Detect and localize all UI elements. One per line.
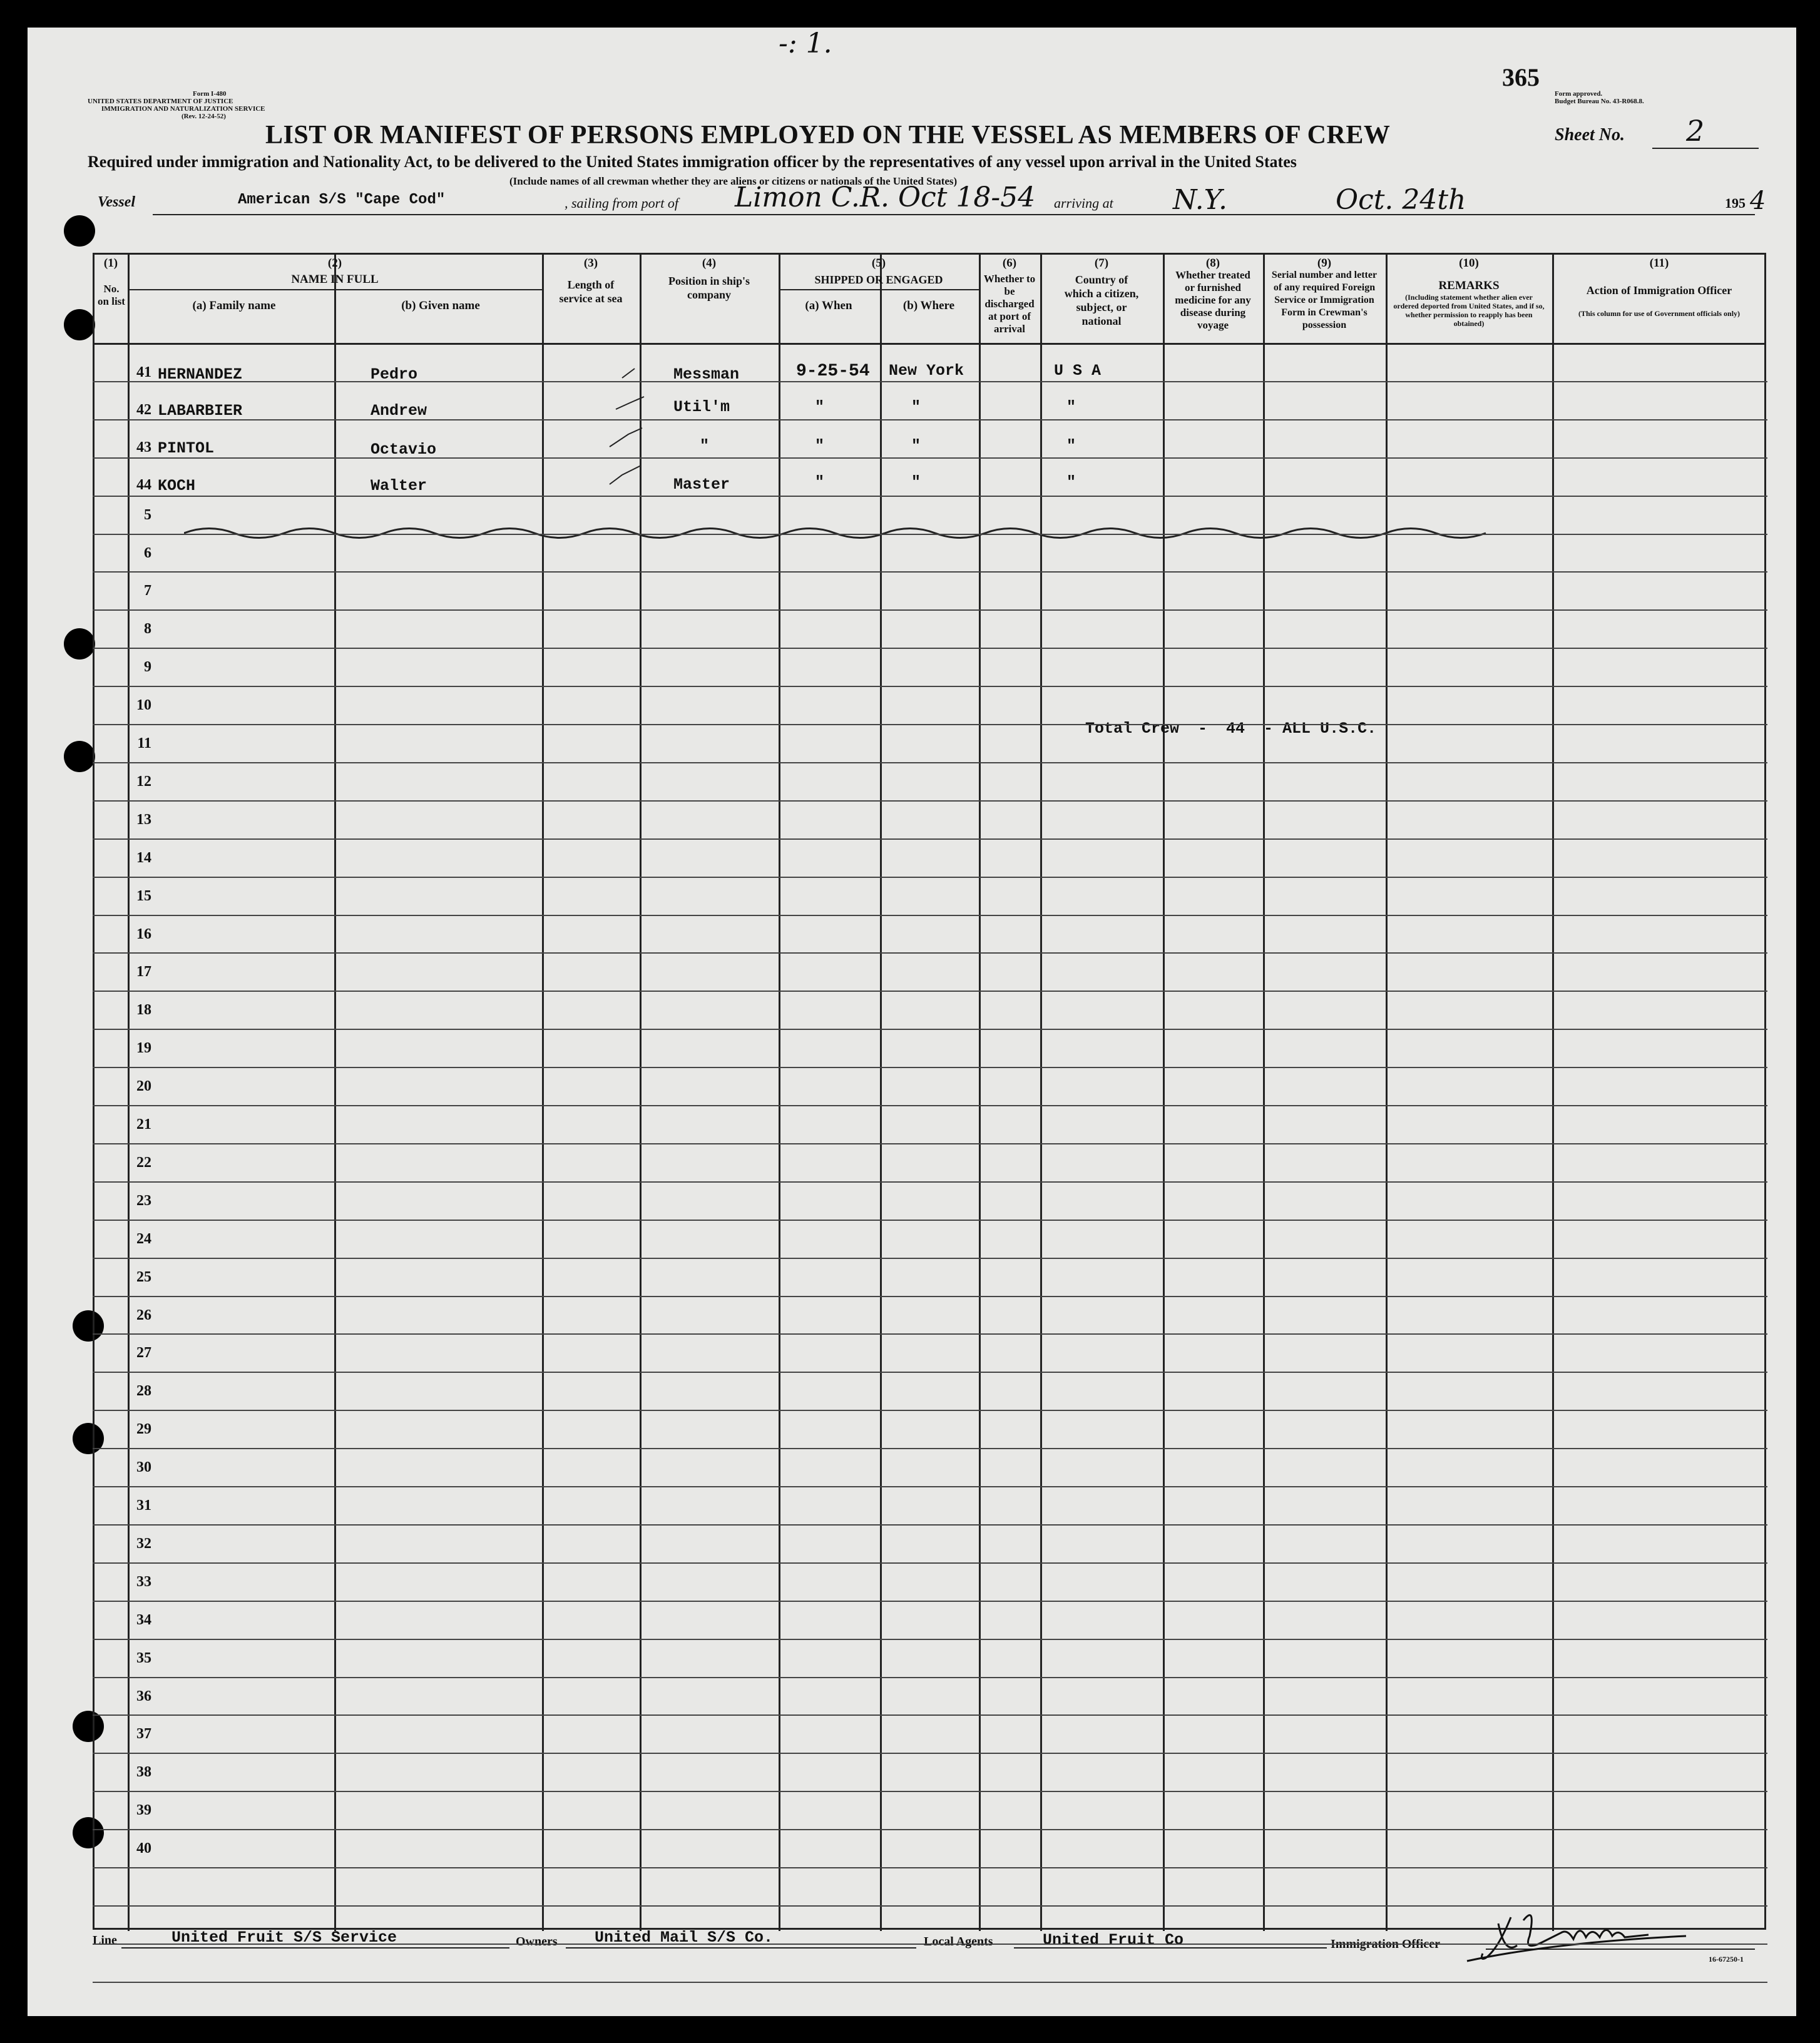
crew-shipped-when: " — [815, 398, 825, 416]
col7-header: Country of which a citizen, subject, or national — [1064, 273, 1139, 327]
col-divider — [334, 254, 336, 1931]
agents-underline — [1014, 1947, 1327, 1949]
row-number: 25 — [136, 1269, 151, 1285]
row-number: 35 — [136, 1650, 151, 1666]
col3-number: (3) — [583, 257, 598, 270]
owners-value: United Mail S/S Co. — [595, 1928, 774, 1947]
crew-shipped-where: " — [911, 437, 921, 455]
row-line — [93, 648, 1767, 649]
row-line — [93, 1029, 1767, 1030]
row-line — [93, 1448, 1767, 1449]
crew-row-number: 44 — [136, 477, 151, 493]
row-number: 30 — [136, 1459, 151, 1475]
crew-row-number: 43 — [136, 439, 151, 456]
row-line — [93, 457, 1767, 459]
crew-position: Master — [673, 476, 730, 494]
year-prefix: 195 — [1725, 195, 1746, 211]
crew-given-name: Andrew — [371, 402, 427, 420]
owners-underline — [566, 1947, 916, 1949]
col1-header: No. on list — [98, 283, 125, 307]
col10-header: REMARKS — [1438, 279, 1500, 292]
owners-label: Owners — [516, 1935, 558, 1949]
col7-number: (7) — [1094, 257, 1109, 270]
row-number: 26 — [136, 1307, 151, 1323]
col-divider — [1552, 254, 1554, 1931]
col2-number: (2) — [327, 257, 342, 270]
row-line — [93, 762, 1767, 763]
crew-country: U S A — [1054, 362, 1102, 380]
row-line — [93, 1601, 1767, 1602]
row-number: 36 — [136, 1688, 151, 1704]
row-number: 20 — [136, 1078, 151, 1094]
crew-given-name: Octavio — [371, 441, 437, 459]
officer-label: Immigration Officer — [1331, 1937, 1440, 1951]
row-number: 11 — [137, 735, 151, 751]
col4-header: Position in ship's company — [668, 275, 750, 301]
crew-family-name: HERNANDEZ — [158, 365, 243, 384]
row-line — [93, 1677, 1767, 1678]
crew-position: " — [700, 437, 710, 455]
row-number: 38 — [136, 1764, 151, 1780]
crew-row-number: 42 — [136, 402, 151, 418]
col6-number: (6) — [1002, 257, 1017, 270]
punch-hole — [64, 628, 95, 660]
page-number: 365 — [1502, 63, 1540, 91]
row-line — [93, 419, 1767, 420]
crew-shipped-when: 9-25-54 — [796, 362, 870, 381]
col8-header: Whether treated or furnished medicine for any disease during voyage — [1175, 269, 1251, 331]
col-divider — [779, 254, 780, 1931]
sheet-number-line — [1652, 148, 1759, 149]
row-line — [93, 1105, 1767, 1106]
crew-family-name: LABARBIER — [158, 402, 243, 420]
crew-family-name: KOCH — [158, 477, 196, 495]
col8-number: (8) — [1205, 257, 1220, 270]
revision: (Rev. 12-24-52) — [181, 113, 226, 120]
end-of-list-wavy-line — [184, 521, 1511, 546]
row-number: 24 — [136, 1231, 151, 1247]
service: IMMIGRATION AND NATURALIZATION SERVICE — [101, 105, 265, 113]
punch-hole — [64, 741, 95, 772]
row-line — [93, 1067, 1767, 1068]
row-line — [93, 1486, 1767, 1487]
row-number: 40 — [136, 1840, 151, 1857]
col-divider — [1386, 254, 1388, 1931]
col11-note: (This column for use of Government officials only) — [1578, 309, 1741, 318]
agents-label: Local Agents — [924, 1935, 993, 1949]
port-to: N.Y. — [1173, 184, 1228, 216]
crew-shipped-when: " — [815, 473, 825, 491]
row-line — [93, 1714, 1767, 1716]
col-divider — [1263, 254, 1265, 1931]
row-line — [93, 1639, 1767, 1640]
row-number: 28 — [136, 1383, 151, 1399]
crew-given-name: Pedro — [371, 365, 418, 384]
arriving-label: arriving at — [1054, 195, 1113, 211]
department: UNITED STATES DEPARTMENT OF JUSTICE — [88, 98, 233, 105]
col10-number: (10) — [1459, 257, 1479, 270]
row-number: 22 — [136, 1154, 151, 1171]
form-approved: Form approved. — [1555, 90, 1603, 98]
col2a-header: (a) Family name — [192, 299, 276, 312]
row-number: 32 — [136, 1536, 151, 1552]
line-value: United Fruit S/S Service — [171, 1928, 397, 1947]
row-number: 21 — [136, 1116, 151, 1133]
row-number: 34 — [136, 1612, 151, 1628]
line-underline — [121, 1947, 509, 1949]
officer-signature — [1461, 1898, 1736, 1967]
crew-country: " — [1066, 398, 1076, 416]
include-note: (Include names of all crewman whether they are aliens or citizens or nationals of the United States) — [509, 175, 958, 187]
budget-bureau: Budget Bureau No. 43-R068.8. — [1555, 98, 1644, 105]
row-line — [93, 381, 1767, 382]
row-line — [93, 1905, 1767, 1907]
row-number: 16 — [136, 926, 151, 942]
row-number: 19 — [136, 1040, 151, 1056]
row-line — [93, 724, 1767, 725]
col9-number: (9) — [1317, 257, 1332, 270]
name-ab-divider — [334, 289, 335, 343]
col-divider — [880, 254, 882, 1931]
row-line — [93, 991, 1767, 992]
crew-shipped-where: " — [911, 398, 921, 416]
sheet-number: 2 — [1686, 114, 1705, 148]
row-line — [93, 1333, 1767, 1335]
row-line — [93, 1562, 1767, 1564]
crew-given-name: Walter — [371, 477, 427, 495]
row-line — [93, 1410, 1767, 1411]
crew-table-frame — [93, 253, 1766, 1930]
agents-value: United Fruit Co — [1043, 1931, 1184, 1949]
row-number: 9 — [144, 659, 151, 675]
col9-header: Serial number and letter of any required Foreign Service or Immigration Form in Crewman's possession — [1271, 270, 1378, 330]
vessel-underline — [153, 214, 1755, 215]
check-marks — [585, 365, 660, 516]
sheet-label: Sheet No. — [1555, 125, 1625, 145]
row-number: 31 — [136, 1497, 151, 1514]
row-line — [93, 1181, 1767, 1183]
col5-number: (5) — [871, 257, 886, 270]
line-label: Line — [93, 1933, 117, 1947]
row-line — [93, 877, 1767, 878]
col11-number: (11) — [1649, 257, 1669, 270]
subtitle: Required under immigration and Nationality Act, to be delivered to the United States immigration officer by the representatives of any vessel upon arrival in the United States — [88, 153, 1297, 171]
crew-position: Messman — [673, 365, 740, 384]
col2-header: NAME IN FULL — [291, 273, 379, 286]
row-number: 39 — [136, 1802, 151, 1818]
col2b-header: (b) Given name — [401, 299, 480, 312]
footer-code: 16-67250-1 — [1709, 1955, 1744, 1964]
row-number: 14 — [136, 850, 151, 866]
col5b-header: (b) Where — [902, 299, 955, 312]
col4-number: (4) — [702, 257, 717, 270]
crew-family-name: PINTOL — [158, 439, 215, 457]
row-number: 13 — [136, 812, 151, 828]
vessel-label: Vessel — [98, 194, 135, 210]
port-from: Limon C.R. Oct 18-54 — [735, 181, 1036, 213]
row-line — [93, 1296, 1767, 1297]
row-number: 5 — [144, 507, 151, 523]
row-line — [93, 496, 1767, 497]
row-number: 37 — [136, 1726, 151, 1742]
crew-position: Util'm — [673, 398, 730, 416]
crew-country: " — [1066, 437, 1076, 455]
col-divider — [979, 254, 981, 1931]
row-line — [93, 609, 1767, 611]
col11-header: Action of Immigration Officer — [1586, 284, 1732, 297]
crew-shipped-when: " — [815, 437, 825, 455]
col-divider — [1163, 254, 1165, 1931]
row-number: 23 — [136, 1193, 151, 1209]
row-number: 8 — [144, 621, 151, 637]
row-line — [93, 1143, 1767, 1144]
row-line — [93, 1982, 1767, 1983]
row-line — [93, 1220, 1767, 1221]
row-line — [93, 1372, 1767, 1373]
arrival-date: Oct. 24th — [1336, 184, 1466, 216]
crew-shipped-where: " — [911, 473, 921, 491]
page-title: LIST OR MANIFEST OF PERSONS EMPLOYED ON THE VESSEL AS MEMBERS OF CREW — [265, 121, 1391, 150]
row-number: 17 — [136, 964, 151, 980]
row-line — [93, 1753, 1767, 1754]
row-number: 7 — [144, 583, 151, 599]
row-number: 29 — [136, 1421, 151, 1437]
top-mark: -: 1. — [779, 28, 832, 59]
col1-number: (1) — [103, 257, 118, 270]
row-line — [93, 1944, 1767, 1945]
row-number: 10 — [136, 697, 151, 713]
row-line — [93, 800, 1767, 802]
crew-shipped-where: New York — [889, 362, 964, 380]
punch-hole — [64, 215, 95, 247]
manifest-sheet — [28, 28, 1796, 2016]
col5a-header: (a) When — [805, 299, 852, 312]
row-line — [93, 1791, 1767, 1792]
col-divider — [542, 254, 544, 1931]
col10-note: (Including statement whether alien ever ordered deported from United States, and if so, whether permission to reapply has been obtained) — [1393, 293, 1545, 328]
col3-header: Length of service at sea — [559, 278, 623, 305]
row-line — [93, 1829, 1767, 1830]
col5-header: SHIPPED OR ENGAGED — [814, 273, 943, 286]
row-line — [93, 571, 1767, 573]
row-number: 15 — [136, 888, 151, 904]
col-divider — [1040, 254, 1042, 1931]
row-number: 12 — [136, 773, 151, 790]
row-line — [93, 534, 1767, 535]
sailing-label: , sailing from port of — [565, 195, 678, 211]
row-line — [93, 952, 1767, 954]
row-number: 27 — [136, 1345, 151, 1361]
row-line — [93, 915, 1767, 916]
row-line — [93, 1258, 1767, 1259]
crew-country: " — [1066, 473, 1076, 491]
row-number: 33 — [136, 1574, 151, 1590]
form-number: Form I-480 — [193, 90, 227, 98]
shipped-subheader-line — [779, 289, 979, 290]
row-number: 6 — [144, 545, 151, 561]
row-line — [93, 1867, 1767, 1868]
row-line — [93, 838, 1767, 840]
row-line — [93, 686, 1767, 687]
header-bottom-line — [93, 343, 1766, 345]
row-number: 18 — [136, 1002, 151, 1018]
col6-header: Whether to be discharged at port of arrival — [983, 273, 1036, 335]
row-line — [93, 1524, 1767, 1526]
punch-hole — [64, 309, 95, 340]
crew-row-number: 41 — [136, 364, 151, 380]
vessel-name: American S/S "Cape Cod" — [238, 191, 446, 208]
total-crew-note: Total Crew - 44 - ALL U.S.C. — [1085, 720, 1377, 738]
year-suffix: 4 — [1750, 186, 1766, 215]
